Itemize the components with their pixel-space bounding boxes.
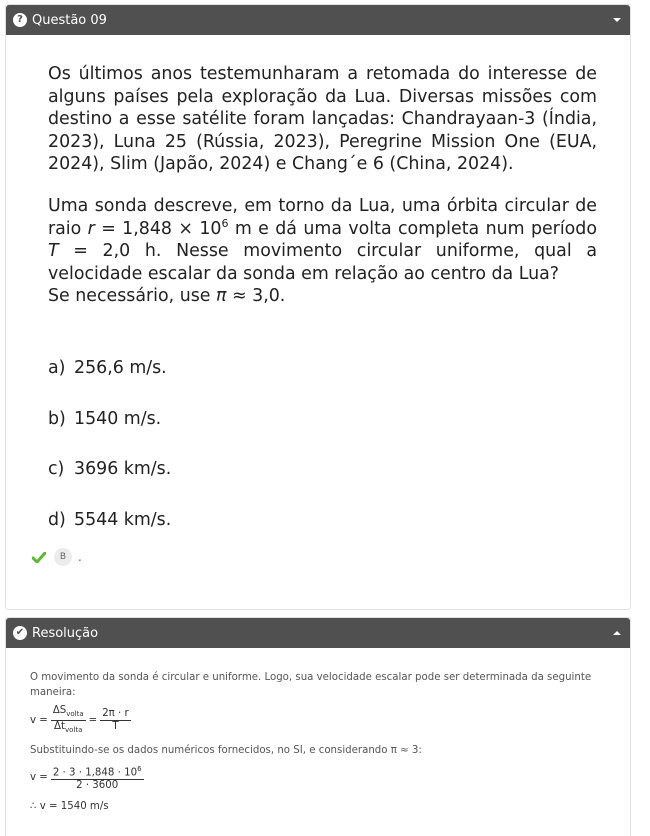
check-circle-icon: ✔ [13,626,27,640]
resolution-text [30,670,610,814]
option-c[interactable]: c) 3696 km/s. [48,459,172,479]
equation-2: v = $\frac{2 \cdot 3 \cdot 1,848 \cdot 10^6}{2 \cdot 3600}$ [30,765,142,792]
option-d[interactable]: d) 5544 km/s. [48,509,172,530]
question-circle-icon: ? [13,13,27,27]
question-panel-header[interactable] [6,5,630,35]
option-a[interactable]: a) 256,6 m/s. [48,358,167,378]
option-b[interactable]: b) 1540 m/s. [48,408,162,429]
resolution-panel-header[interactable] [6,618,630,648]
answer-suffix: . [78,550,82,564]
equation-1: v = $\frac{\Delta S_{volta}}{\Delta t_{volta}}$ = $\frac{2\pi \cdot r}{T}$ [30,705,129,735]
resolution-result: ∴ v = 1540 m/s [30,801,109,813]
caret-down-icon[interactable] [613,18,621,22]
question-paragraph-intro: Os últimos anos testemunharam a retomada do interesse de alguns países pela exploração da Lua. Diversas missões com destino a esse satélite foram lançadas: Chandrayaan-3 (Índia, 2023), Luna 25 (Rússia, 2023), Peregrine Mission One (EUA, 2024), Slim (Japão, 2024) e Chang´e 6 (China, 2024). [48,64,597,175]
question-title: Questão 09 [32,12,107,28]
answer-badge: B [54,548,72,566]
resolution-intro: O movimento da sonda é circular e uniforme. Logo, sua velocidade escalar pode ser determinada da seguinte maneira: [30,672,592,698]
question-text [48,63,597,327]
resolution-title: Resolução [32,625,99,641]
resolution-substitution: Substituindo-se os dados numéricos fornecidos, no SI, e considerando π ≈ 3: [30,745,422,757]
caret-up-icon[interactable] [613,631,621,635]
answer-options [48,356,171,558]
correct-answer [32,548,82,566]
question-paragraph-problem: Uma sonda descreve, em torno da Lua, uma órbita circular de raio $r = 1,848 \times 10^6$ m e dá uma volta completa num período T = 2,0 h. Nesse movimento circular uniforme, qual a velocidade escalar da sonda em relação ao centro da Lua? Se necessário, use π ≈ 3,0. [48,195,597,307]
checkmark-icon [32,552,46,562]
